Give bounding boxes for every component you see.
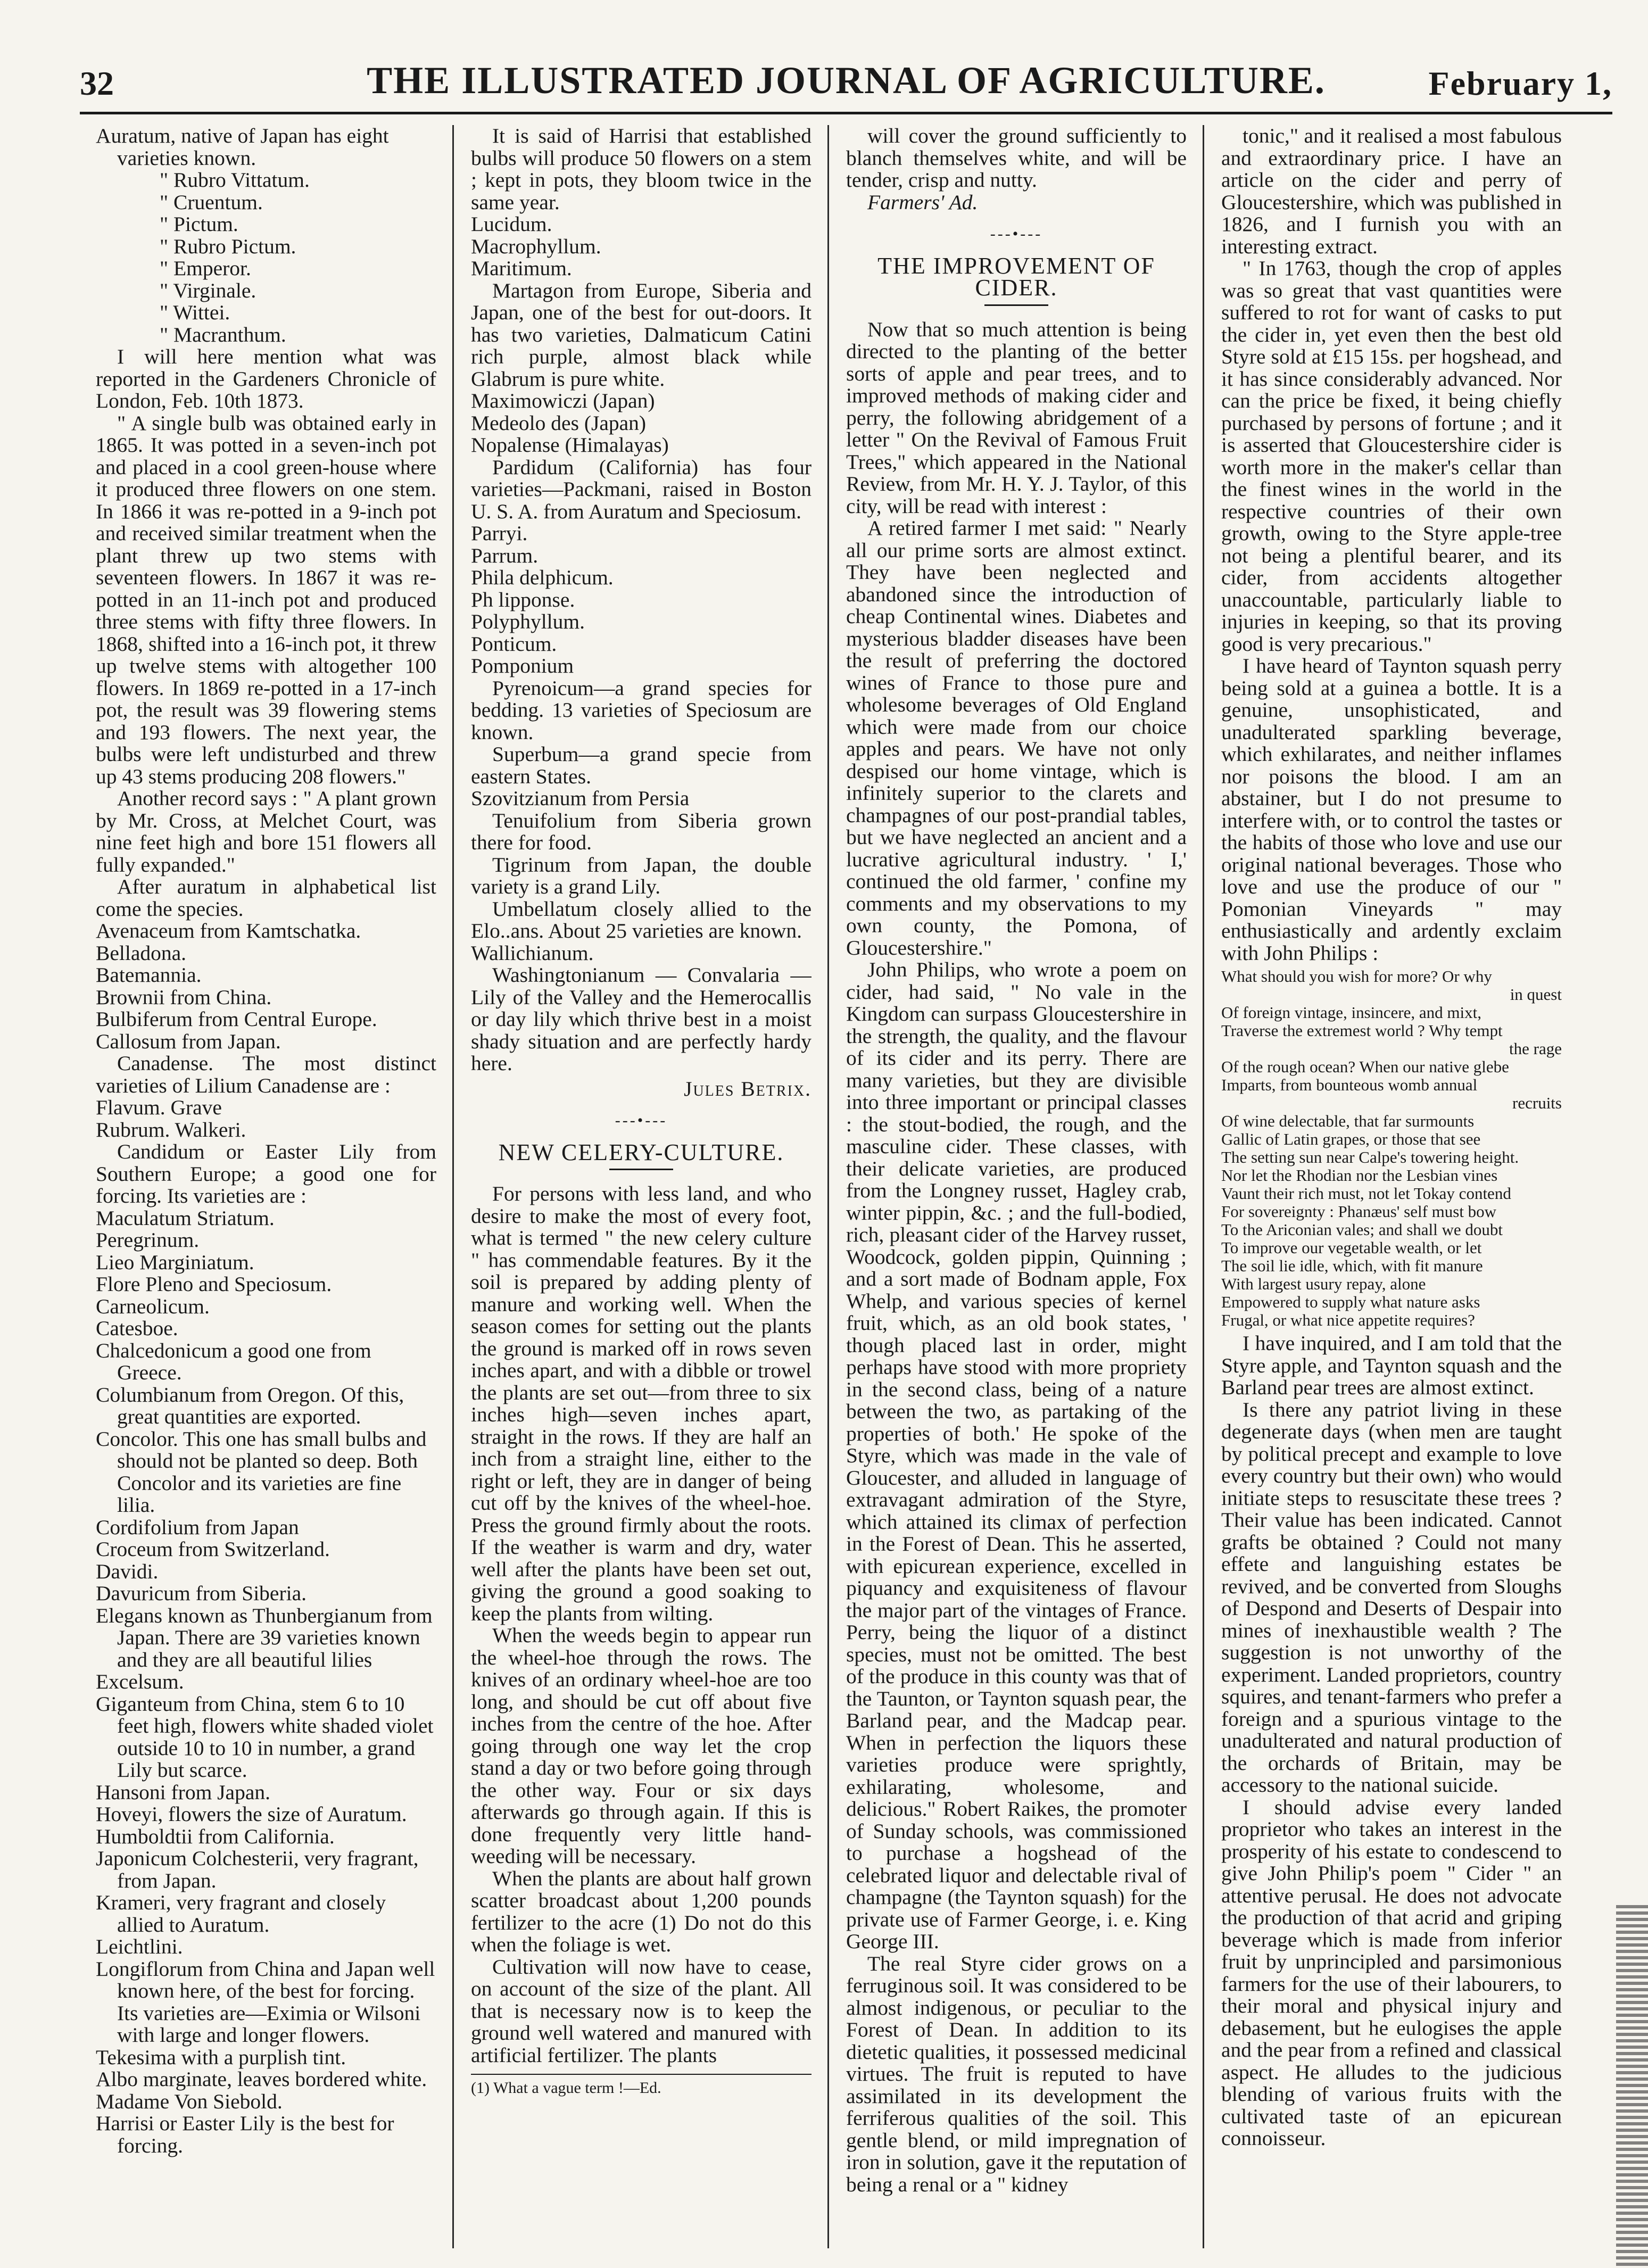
list-entry: Longiflorum from China and Japan well known here, of the best for forcing. Its varieties are—Eximia or Wilsoni with large and longer flowers.	[96, 1957, 435, 2047]
list-entry: Pomponium	[471, 654, 574, 677]
list-entry: Maritimum.	[471, 256, 572, 280]
footnote: (1) What a vague term !—Ed.	[471, 2074, 811, 2097]
paragraph: The real Styre cider grows on a ferruginous soil. It was considered to be almost indigenous, or peculiar to the Forest of Dean. In addition to its dietetic qualities, it possessed medicinal virtues. The fruit is reputed to have assimilated in its development the ferriferous qualities of the soil. This gentle blend, or mild impregnation of iron in solution, gave it the reputation of being a renal or a " kidney	[846, 1951, 1187, 2196]
list-entry: Hoveyi, flowers the size of Auratum.	[96, 1802, 407, 1826]
paragraph: Tigrinum from Japan, the double variety is a grand Lily.	[471, 852, 811, 898]
list-entry: Bulbiferum from Central Europe.	[96, 1007, 377, 1031]
list-entry: Tekesima with a purplish tint.	[96, 2045, 346, 2069]
list-entry: Flore Pleno and Speciosum.	[96, 1272, 332, 1296]
sub-variety: " Macranthum.	[160, 322, 286, 346]
list-entry: Hansoni from Japan.	[96, 1780, 270, 1804]
list-entry: Peregrinum.	[96, 1228, 200, 1252]
paragraph: tonic," and it realised a most fabulous and extraordinary price. I have an article on the cider and perry of Gloucestershire, which was published in 1826, and I furnish you with an interesting extract.	[1221, 125, 1562, 258]
list-entry: Auratum, native of Japan has eight varieties known.	[96, 125, 389, 170]
list-entry: Rubrum. Walkeri.	[96, 1118, 246, 1141]
poem-line: Nor let the Rhodian nor the Lesbian vines	[1221, 1166, 1498, 1185]
poem-line: With largest usury repay, alone	[1221, 1274, 1426, 1293]
list-entry: Parryi.	[471, 522, 528, 545]
column-rule	[827, 125, 829, 2248]
list-entry: Ph lipponse.	[471, 587, 575, 611]
paragraph: After auratum in alphabetical list come the species.	[96, 875, 436, 921]
article-heading: NEW CELERY-CULTURE.	[498, 1139, 784, 1165]
poem-line: Imparts, from bounteous womb annual	[1221, 1075, 1478, 1094]
sub-variety: " Virginale.	[160, 278, 256, 302]
poem-line: the rage	[1509, 1039, 1562, 1058]
page-header	[80, 32, 1612, 114]
sub-variety: " Rubro Vittatum.	[160, 168, 310, 192]
list-entry: Carneolicum.	[96, 1294, 210, 1318]
paragraph: Washingtonianum — Convalaria — Lily of the Valley and the Hemerocallis or day lily which thrive best in a moist shady situation and are perfectly hardy here.	[471, 963, 811, 1075]
section-ornament: ---•---	[615, 1112, 668, 1129]
paragraph: When the weeds begin to appear run the wheel-hoe through the rows. The knives of an ordinary wheel-hoe are too long, and should be cut off about five inches from the centre of the hoe. After going through one way let the crop stand a day or two before going through the other way. Four or six days afterwards go through again. If this is done frequently very little hand-weeding will be necessary.	[471, 1624, 811, 1868]
list-entry: Batemannia.	[96, 963, 202, 987]
page-edge-scan-artifact	[1616, 1905, 1648, 2267]
text-columns	[96, 125, 1612, 2248]
list-entry: Davuricum from Siberia.	[96, 1582, 307, 1605]
column-4	[1221, 125, 1562, 2248]
list-entry: Phila delphicum.	[471, 566, 614, 589]
list-entry: Cordifolium from Japan	[96, 1515, 299, 1539]
list-entry: Giganteum from China, stem 6 to 10 feet high, flowers white shaded violet outside 10 to 10 in number, a grand Lily but scarce.	[96, 1692, 434, 1782]
list-entry: Catesboe.	[96, 1317, 178, 1340]
list-entry: Flavum. Grave	[96, 1096, 222, 1119]
paragraph: Now that so much attention is being directed to the planting of the better sorts of apple and pear trees, and to improved methods of making cider and perry, the following abridgement of a letter " On the Revival of Famous Fruit Trees," which appeared in the National Review, from Mr. H. Y. J. Taylor, of this city, will be read with interest :	[846, 317, 1187, 518]
list-entry: Albo marginate, leaves bordered white.	[96, 2067, 427, 2091]
paragraph: Another record says : " A plant grown by Mr. Cross, at Melchet Court, was nine feet high and bore 151 flowers all fully expanded."	[96, 787, 436, 876]
paragraph: When the plants are about half grown scatter broadcast about 1,200 pounds fertilizer to the acre (1) Do not do this when the foliage is wet.	[471, 1866, 811, 1956]
paragraph: For persons with less land, and who desire to make the most of every foot, what is termed " the new celery culture " has commendable features. By it the soil is prepared by adding plenty of manure and working well. When the season comes for setting out the plants the ground is marked off in rows seven inches apart, and with a dibble or trowel the plants are set out—from three to six inches high—seven inches apart, straight in the rows. If they are half an inch from a straight line, either to the right or left, they are in danger of being cut off by the knives of the wheel-hoe. Press the ground firmly about the roots. If the weather is warm and dry, water well after the plants have been set out, giving the ground a good soaking to keep the plants from wilting.	[471, 1182, 811, 1625]
column-rule	[452, 125, 454, 2248]
paragraph: Superbum—a grand specie from eastern States.	[471, 742, 811, 788]
author-signature: Jules Betrix.	[684, 1077, 811, 1100]
list-entry: Nopalense (Himalayas)	[471, 433, 669, 457]
poem-line: To improve our vegetable wealth, or let	[1221, 1238, 1482, 1257]
list-entry: Brownii from China.	[96, 985, 272, 1009]
paragraph: Pyrenoicum—a grand species for bedding. 13 varieties of Speciosum are known.	[471, 676, 811, 744]
list-entry: Excelsum.	[96, 1670, 184, 1693]
paragraph: Martagon from Europe, Siberia and Japan, one of the best for out-doors. It has two varieties, Dalmaticum Catini rich purple, almost black while Glabrum is pure white.	[471, 278, 811, 391]
page-number: 32	[80, 64, 114, 102]
column-3	[846, 125, 1187, 2248]
list-entry: Lucidum.	[471, 212, 552, 236]
paragraph: John Philips, who wrote a poem on cider, had said, " No vale in the Kingdom can surpass Gloucestershire in the strength, the quality, and the flavour of its cider and its perry. There are many varieties, but they are divisible into three important or principal classes : the stout-bodied, the rough, and the masculine cider. These classes, with their delicate varieties, are produced from the Longney russet, Hagley crab, winter pippin, &c. ; and the full-bodied, rich, pleasant cider of the Harvey russet, Woodcock, golden pippin, Quinning ; and a sort made of Bodnam apple, Fox Whelp, and various species of kernel fruit, which, as an old book states, ' though placed last in order, might perhaps have stood with more propriety in the second class, being of a nature between the two, as partaking of the properties of both.' He spoke of the Styre, which was made in the vale of Gloucester, and alluded in language of extravagant admiration of the Styre, which attained its climax of perfection in the Forest of Dean. This he asserted, with epicurean experience, excelled in piquancy and exquisiteness of flavour the major part of the vintages of France. Perry, being the liquor of a distinct species, must not be omitted. The best of the produce in this county was that of the Taunton, or Taynton squash pear, the Barland pear, and the Madcap pear. When in perfection the liquors these varieties produce were sprightly, exhilarating, wholesome, and delicious." Robert Raikes, the promoter of Sunday schools, was commissioned to purchase a hogshead of the celebrated liquor and delectable rival of champagne (the Taynton squash) for the private use of Farmer George, i. e. King George III.	[846, 958, 1187, 1953]
sub-variety: " Wittei.	[160, 301, 230, 324]
list-entry: Columbianum from Oregon. Of this, great quantities are exported.	[96, 1383, 404, 1428]
poem-line: Vaunt their rich must, not let Tokay contend	[1221, 1184, 1511, 1203]
source-credit: Farmers' Ad.	[867, 190, 978, 214]
section-ornament: ---•---	[990, 225, 1043, 243]
issue-date: February 1,	[1428, 64, 1612, 102]
paragraph: It is said of Harrisi that established bulbs will produce 50 flowers on a stem ; kept in pots, they bloom twice in the same year.	[471, 125, 811, 214]
list-entry: Wallichianum.	[471, 941, 594, 965]
list-entry: Parrum.	[471, 543, 539, 567]
list-entry: Chalcedonicum a good one from Greece.	[96, 1338, 371, 1384]
article-heading: THE IMPROVEMENT OF CIDER.	[877, 252, 1155, 301]
paragraph: Candidum or Easter Lily from Southern Europe; a good one for forcing. Its varieties are :	[96, 1140, 436, 1207]
list-entry: Callosum from Japan.	[96, 1029, 281, 1053]
paragraph: I should advise every landed proprietor who takes an interest in the prosperity of his estate to condescend to give John Philip's poem " Cider " an attentive perusal. He does not advocate the production of that acrid and griping beverage which is made from inferior fruit by unprincipled and parsimonious farmers for the use of their labourers, to their moral and physical injury and debasement, but he eulogises the apple and the pear from a refined and classical aspect. He alludes to the judicious blending of various fruits with the cultivated taste of an epicurean connoisseur.	[1221, 1795, 1562, 2150]
heading-underline	[984, 304, 1048, 306]
sub-variety: " Rubro Pictum.	[160, 234, 296, 258]
list-entry: Avenaceum from Kamtschatka.	[96, 919, 361, 942]
poem-line: For sovereignty : Phanæus' self must bow	[1221, 1202, 1497, 1221]
poem-line: The soil lie idle, which, with fit manure	[1221, 1256, 1483, 1275]
poem-line: Of foreign vintage, insincere, and mixt,	[1221, 1003, 1481, 1022]
paragraph: " A single bulb was obtained early in 1865. It was potted in a seven-inch pot and placed in a cool green-house where it produced three flowers on one stem. In 1866 it was re-potted in a 9-inch pot and received similar treatment when the plant threw up two stems with seventeen flowers. In 1867 it was re-potted in an 11-inch pot and produced three stems with fifty three flowers. In 1868, shifted into a 16-inch pot, it threw up twelve stems with altogether 100 flowers. In 1869 re-potted in a 17-inch pot, the result was 39 flowering stems and 193 flowers. The next year, the bulbs were left undisturbed and threw up 43 stems producing 208 flowers."	[96, 411, 436, 788]
paragraph: Tenuifolium from Siberia grown there for food.	[471, 808, 811, 854]
poem-line: To the Ariconian vales; and shall we doubt	[1221, 1220, 1503, 1239]
list-entry: Humboldtii from California.	[96, 1824, 335, 1848]
column-2	[471, 125, 811, 2248]
list-entry: Maculatum Striatum.	[96, 1206, 275, 1230]
paragraph: I have heard of Taynton squash perry being sold at a guinea a bottle. It is a genuine, unsophisticated, and unadulterated sparkling beverage, which exhilarates, and neither inflames nor poisons the blood. I am an abstainer, but I do not presume to interfere with, or to control the tastes or the habits of those who love and use our original national beverages. Those who love and use the produce of our " Pomonian Vineyards " may enthusiastically and ardently exclaim with John Philips :	[1221, 654, 1562, 965]
column-rule	[1203, 125, 1204, 2248]
paragraph: Cultivation will now have to cease, on account of the size of the plant. All that is necessary now is to keep the ground well watered and manured with artificial fertilizer. The plants	[471, 1955, 811, 2067]
poem-line: recruits	[1512, 1094, 1562, 1112]
paragraph: A retired farmer I met said: " Nearly all our prime sorts are almost extinct. They have been neglected and abandoned since the introduction of cheap Continental wines. Diabetes and mysterious bladder diseases have been the result of preferring the doctored wines of France to those pure and wholesome beverages of Old England which were made from our choice apples and pears. We have not only despised our home vintage, which is infinitely superior to the clarets and champagnes of our post-prandial tables, but we have neglected an ancient and a lucrative agricultural industry. ' I,' continued the old farmer, ' confine my comments and my observations to my own county, the Pomona, of Gloucestershire."	[846, 516, 1187, 959]
list-entry: Japonicum Colchesterii, very fragrant, from Japan.	[96, 1847, 419, 1892]
list-entry: Krameri, very fragrant and closely allied to Auratum.	[96, 1891, 386, 1936]
poem-line: Traverse the extremest world ? Why tempt	[1221, 1021, 1503, 1040]
paragraph: I will here mention what was reported in the Gardeners Chronicle of London, Feb. 10th 1873.	[96, 345, 436, 412]
paragraph: Umbellatum closely allied to the Elo..ans. About 25 varieties are known.	[471, 897, 811, 942]
paragraph: " In 1763, though the crop of apples was so great that vast quantities were suffered to rot for want of casks to put the cider in, yet even then the best old Styre sold at £15 15s. per hogshead, and it has since considerably advanced. Nor can the price be fixed, it being chiefly purchased by persons of fortune ; and it is asserted that Gloucestershire cider is worth more in the maker's cellar than the finest wines in the world in the respective countries of their own growth, owing to the Styre apple-tree not being a plentiful bearer, and its cider, from accidents altogether unaccountable, particularly liable to injuries in keeping, so that its proving good is very precarious."	[1221, 256, 1562, 656]
list-entry: Croceum from Switzerland.	[96, 1537, 330, 1561]
list-entry: Polyphyllum.	[471, 610, 585, 633]
list-entry: Lieo Marginiatum.	[96, 1250, 254, 1274]
list-entry: Madame Von Siebold.	[96, 2089, 283, 2113]
poem-line: in quest	[1510, 985, 1562, 1004]
sub-variety: " Cruentum.	[160, 190, 263, 214]
list-entry: Ponticum.	[471, 632, 557, 656]
list-entry: Davidi.	[96, 1559, 159, 1583]
list-entry: Elegans known as Thunbergianum from Japan. There are 39 varieties known and they are all beautiful lilies	[96, 1603, 433, 1671]
list-entry: Szovitzianum from Persia	[471, 787, 690, 810]
sub-variety: " Pictum.	[160, 212, 238, 236]
list-entry: Harrisi or Easter Lily is the best for forcing.	[96, 2112, 394, 2157]
poem-line: Gallic of Latin grapes, or those that see	[1221, 1130, 1481, 1148]
paragraph: I have inquired, and I am told that the Styre apple, and Taynton squash and the Barland pear trees are almost extinct.	[1221, 1331, 1562, 1399]
paragraph: Is there any patriot living in these degenerate days (when men are taught by political precept and example to love every country but their own) who would initiate steps to resuscitate these trees ? Their value has been indicated. Cannot grafts be obtained ? Could not many effete and languishing estates be revived, and be converted from Sloughs of Despond and Deserts of Despair into mines of inexhaustible wealth ? The suggestion is not unworthy of the experiment. Landed proprietors, country squires, and tenant-farmers who prefer a foreign and a spurious vintage to the unadulterated and natural production of the orchards of Britain, may be accessory to the national suicide.	[1221, 1397, 1562, 1797]
poem-excerpt	[1221, 967, 1562, 1329]
list-entry: Leichtlini.	[96, 1935, 183, 1958]
paragraph: Pardidum (California) has four varieties—Packmani, raised in Boston U. S. A. from Auratum and Speciosum.	[471, 455, 811, 523]
list-entry: Maximowiczi (Japan)	[471, 389, 655, 412]
heading-underline	[609, 1169, 673, 1170]
poem-line: The setting sun near Calpe's towering height.	[1221, 1148, 1519, 1166]
poem-line: Of the rough ocean? When our native glebe	[1221, 1057, 1509, 1076]
list-entry: Medeolo des (Japan)	[471, 411, 647, 435]
journal-title: THE ILLUSTRATED JOURNAL OF AGRICULTURE.	[367, 59, 1326, 102]
paragraph: will cover the ground sufficiently to blanch themselves white, and will be tender, crisp and nutty.	[846, 125, 1187, 192]
sub-variety: " Emperor.	[160, 256, 251, 280]
list-entry: Concolor. This one has small bulbs and should not be planted so deep. Both Concolor and its varieties are fine lilia.	[96, 1427, 427, 1517]
poem-line: Empowered to supply what nature asks	[1221, 1293, 1480, 1311]
poem-line: Frugal, or what nice appetite requires?	[1221, 1311, 1475, 1329]
list-entry: Belladona.	[96, 941, 187, 965]
paragraph: Canadense. The most distinct varieties of Lilium Canadense are :	[96, 1052, 436, 1097]
poem-line: Of wine delectable, that far surmounts	[1221, 1112, 1475, 1130]
list-entry: Macrophyllum.	[471, 234, 601, 258]
poem-line: What should you wish for more? Or why	[1221, 967, 1492, 986]
column-1	[96, 125, 436, 2248]
